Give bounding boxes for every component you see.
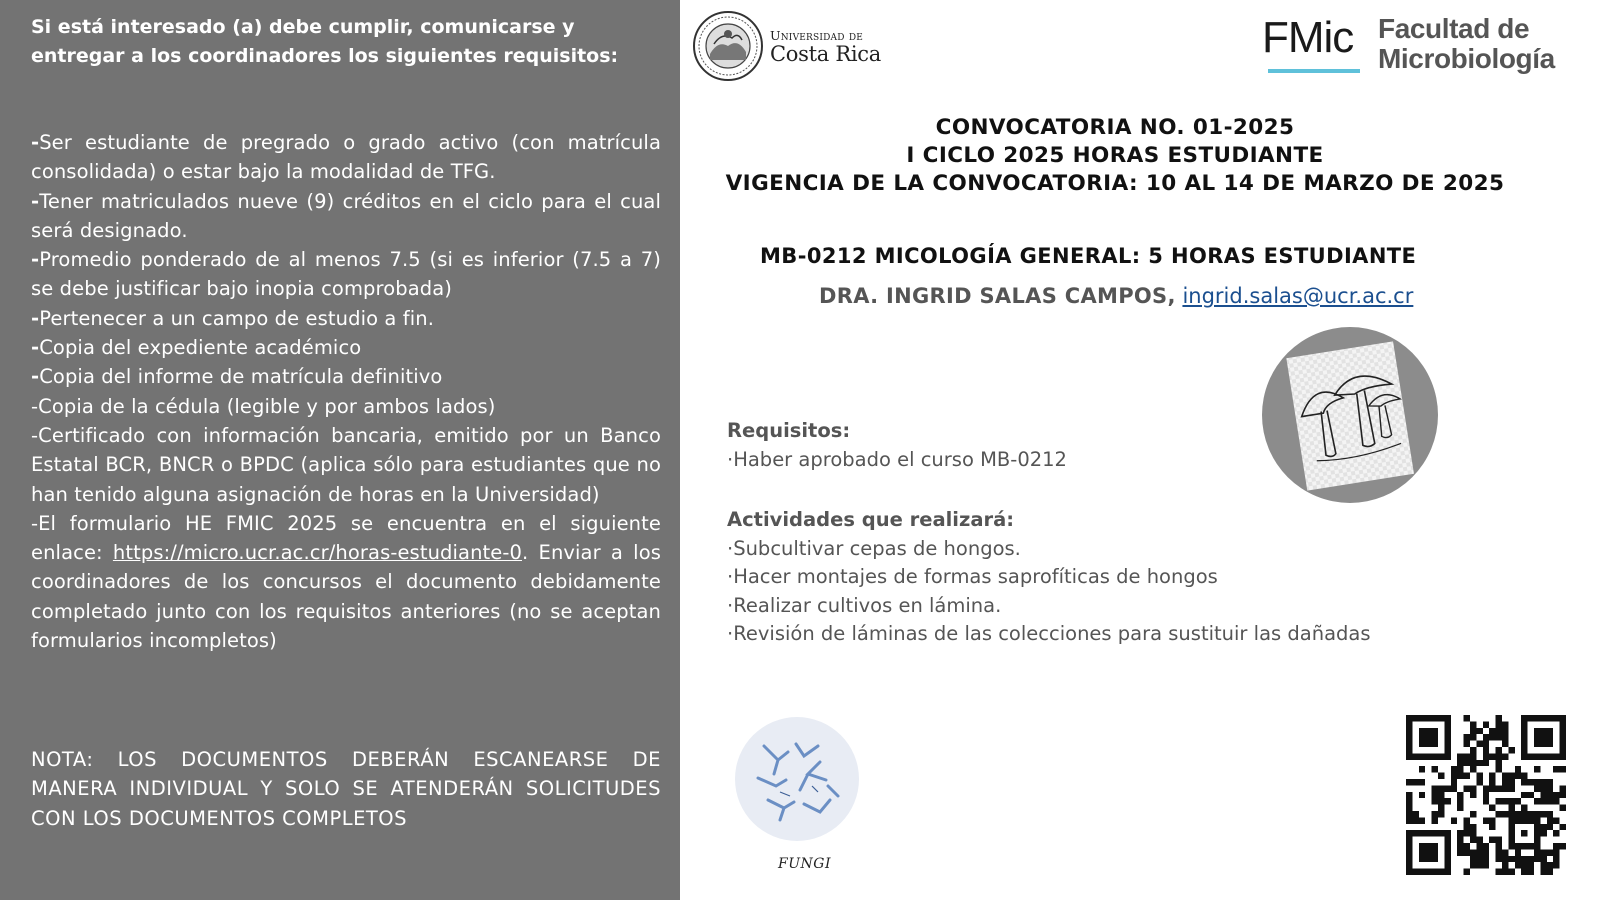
- list-item: ·Hacer montajes de formas saprofíticas de hongos: [727, 565, 1218, 588]
- requirements-list: [31, 128, 661, 655]
- ucr-wordmark: Universidad de Costa Rica: [770, 28, 881, 66]
- requirement-item: -Pertenecer a un campo de estudio a fin.: [31, 306, 434, 330]
- requirements-panel: [0, 0, 680, 900]
- requirement-item: -Promedio ponderado de al menos 7.5 (si es inferior (7.5 a 7) se debe justificar bajo inopia comprobada): [31, 248, 661, 301]
- mushroom-icon: [1262, 327, 1438, 503]
- actividades-section: [727, 506, 1371, 649]
- list-item: ·Haber aprobado el curso MB-0212: [727, 447, 1067, 471]
- intro-text: Si está interesado (a) debe cumplir, comunicarse y entregar a los coordinadores los siguientes requisitos:: [31, 16, 619, 67]
- requisitos-title: Requisitos:: [727, 419, 851, 442]
- fungi-icon: [734, 716, 860, 842]
- fmic-mark: FMic: [1262, 13, 1354, 62]
- requirement-item: -Copia de la cédula (legible y por ambos lados): [31, 394, 496, 418]
- form-requirement-item: -El formulario HE FMIC 2025 se encuentra en el siguiente enlace: https://micro.ucr.ac.cr/horas-estudiante-0. Enviar a los coordinadores de los concursos el documento debidamente completado junto con los requisitos anteriores (no se aceptan formularios incompletos): [31, 511, 661, 653]
- fmic-wordmark: Facultad de Microbiología: [1378, 13, 1555, 74]
- actividades-title: Actividades que realizará:: [727, 508, 1015, 531]
- convocatoria-heading: CONVOCATORIA NO. 01-2025 I CICLO 2025 HORAS ESTUDIANTE VIGENCIA DE LA CONVOCATORIA: 10 AL 14 DE MARZO DE 2025: [725, 115, 1505, 196]
- course-title: MB-0212 MICOLOGÍA GENERAL: 5 HORAS ESTUDIANTE: [760, 244, 1417, 268]
- fungi-label: FUNGI: [778, 856, 831, 872]
- ucr-logo: [692, 10, 902, 84]
- requirement-item: -Copia del informe de matrícula definitivo: [31, 365, 443, 389]
- fmic-logo: [1262, 12, 1582, 82]
- form-link[interactable]: https://micro.ucr.ac.cr/horas-estudiante-0: [112, 541, 523, 565]
- requirement-item: -Ser estudiante de pregrado o grado activo (con matrícula consolidada) o estar bajo la modalidad de TFG.: [31, 131, 661, 184]
- requirement-item: -Tener matriculados nueve (9) créditos en el ciclo para el cual será designado.: [31, 189, 661, 242]
- list-item: ·Revisión de láminas de las colecciones para sustituir las dañadas: [727, 622, 1371, 645]
- teacher-line: [819, 284, 1413, 308]
- requisitos-section: [727, 417, 1067, 474]
- fmic-accent-line: [1268, 69, 1360, 73]
- requirement-item: -Certificado con información bancaria, emitido por un Banco Estatal BCR, BNCR o BPDC (aplica sólo para estudiantes que no han tenido alguna asignación de horas en la Universidad): [31, 423, 661, 506]
- qr-code-icon[interactable]: [1406, 715, 1566, 875]
- list-item: ·Realizar cultivos en lámina.: [727, 593, 1002, 617]
- nota-text: NOTA: LOS DOCUMENTOS DEBERÁN ESCANEARSE DE MANERA INDIVIDUAL Y SOLO SE ATENDERÁN SOLICITUDES CON LOS DOCUMENTOS COMPLETOS: [31, 748, 661, 830]
- list-item: ·Subcultivar cepas de hongos.: [727, 536, 1021, 560]
- teacher-name: DRA. INGRID SALAS CAMPOS,: [819, 284, 1176, 308]
- ucr-seal-icon: [692, 10, 764, 82]
- requirement-item: -Copia del expediente académico: [31, 336, 362, 360]
- teacher-email-link[interactable]: ingrid.salas@ucr.ac.cr: [1182, 284, 1414, 308]
